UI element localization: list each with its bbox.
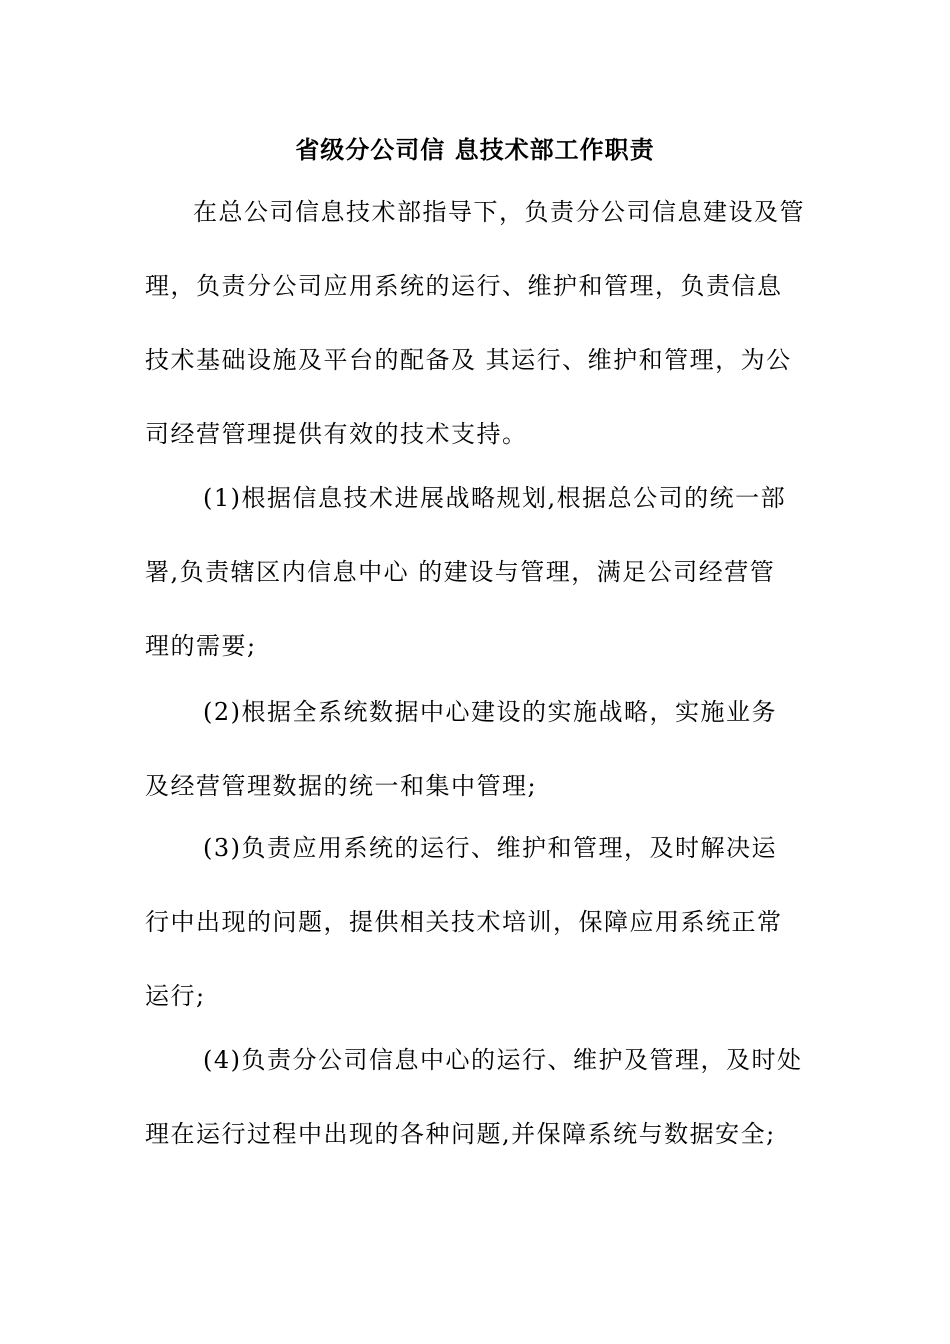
paragraph-intro-line-3: 技术基础设施及平台的配备及 其运行、维护和管理，为公 <box>145 346 792 374</box>
paragraph-intro-line-1: 在总公司信息技术部指导下，负责分公司信息建设及管 <box>193 198 805 226</box>
item-1-line-1: (1)根据信息技术进展战略规划,根据总公司的统一部 <box>203 484 787 512</box>
item-3-line-2: 行中出现的问题，提供相关技术培训，保障应用系统正常 <box>145 908 783 936</box>
item-1-line-3: 理的需要; <box>145 632 257 660</box>
item-3-line-3: 运行; <box>145 982 206 1010</box>
item-3-line-1: (3)负责应用系统的运行、维护和管理，及时解决运 <box>203 834 777 862</box>
document-title: 省级分公司信 息技术部工作职责 <box>295 136 655 164</box>
item-4-line-1: (4)负责分公司信息中心的运行、维护及管理，及时处 <box>203 1046 803 1074</box>
item-4-line-2: 理在运行过程中出现的各种问题,并保障系统与数据安全; <box>145 1120 776 1148</box>
item-1-line-2: 署,负责辖区内信息中心 的建设与管理，满足公司经营管 <box>145 558 776 586</box>
paragraph-intro-line-4: 司经营管理提供有效的技术支持。 <box>145 420 528 448</box>
item-2-line-1: (2)根据全系统数据中心建设的实施战略，实施业务 <box>203 698 777 726</box>
paragraph-intro-line-2: 理，负责分公司应用系统的运行、维护和管理，负责信息 <box>145 272 783 300</box>
item-2-line-2: 及经营管理数据的统一和集中管理; <box>145 772 538 800</box>
